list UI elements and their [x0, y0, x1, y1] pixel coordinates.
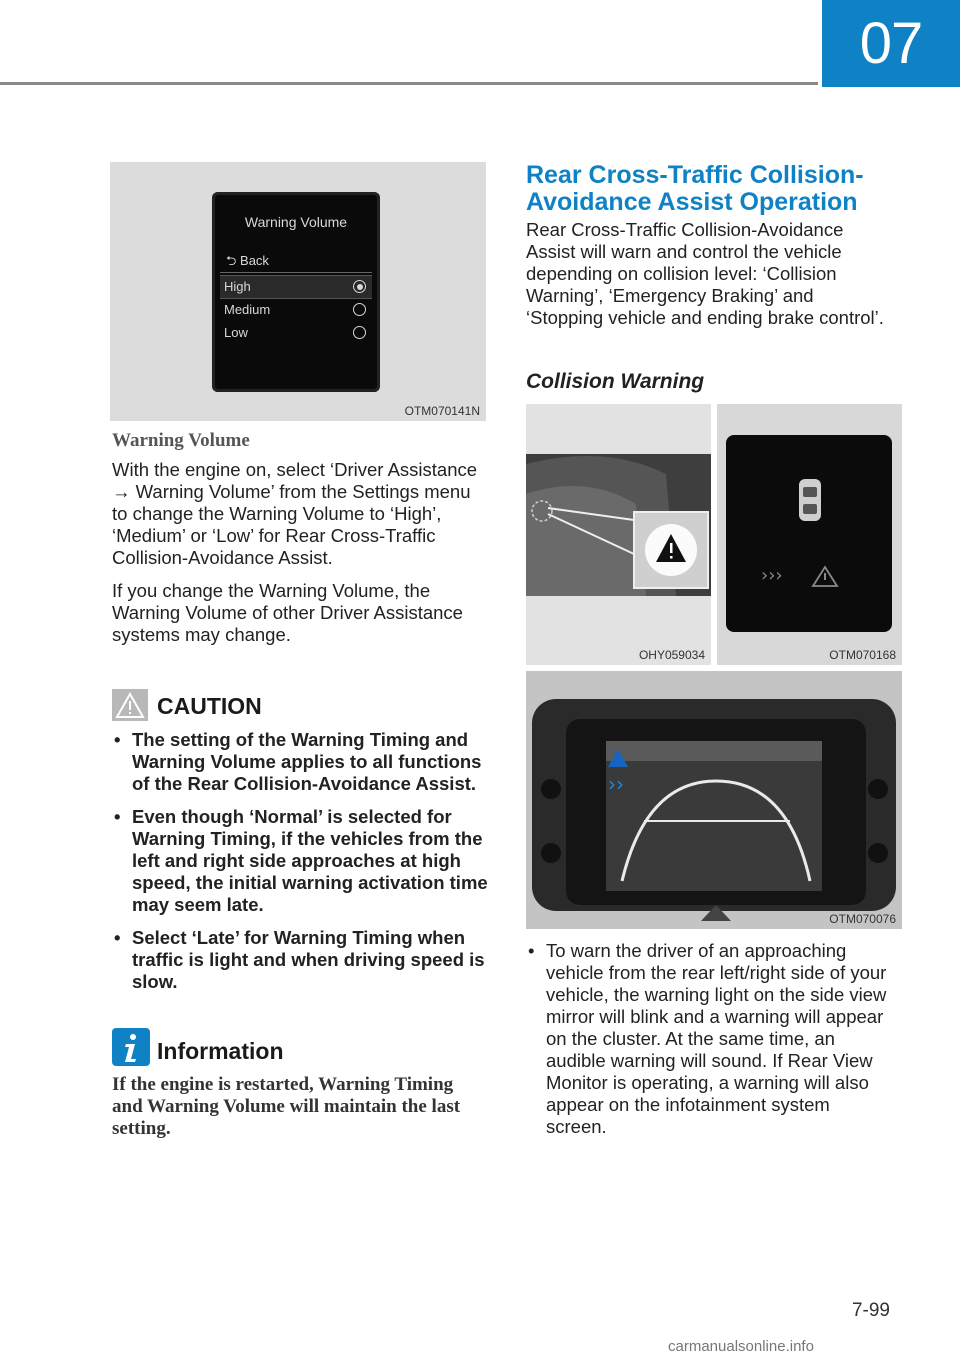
paragraph: If you change the Warning Volume, the Warning Volume of other Driver Assistance systems may change.: [112, 580, 463, 645]
caution-item: • The setting of the Warning Timing and Warning Volume applies to all functions of the Rear Collision-Avoidance Assist.: [112, 729, 490, 795]
information-icon: [112, 1028, 150, 1066]
figure-code: OTM070076: [829, 912, 896, 926]
cluster-title: Warning Volume: [244, 214, 348, 230]
radio-empty-icon: [353, 326, 366, 339]
warning-volume-text: [112, 459, 482, 657]
caution-triangle-icon: [112, 689, 148, 721]
figure-warning-volume: [110, 162, 486, 421]
figure-side-mirror: [526, 404, 711, 665]
information-text: If the engine is restarted, Warning Timing and Warning Volume will maintain the last setting.: [112, 1074, 461, 1139]
caution-list: [112, 729, 490, 1004]
header-rule: [0, 82, 818, 85]
svg-text:››: ››: [608, 772, 624, 796]
collision-warning-item: • To warn the driver of an approaching vehicle from the rear left/right side of your vehicle, the warning light on the side view mirror will blink and a warning will appear on the cluster. At the same time, an audible warning will sound. If Rear View Monitor is operating, a warning will also appear on the infotainment system screen.: [526, 940, 892, 1138]
cluster-option-low: Low: [220, 322, 372, 344]
section-heading-warning-volume: Warning Volume: [112, 430, 250, 451]
back-arrow-icon: ⮌: [226, 253, 241, 268]
caution-item: • Even though ‘Normal’ is selected for Warning Timing, if the vehicles from the left and right side approaches at high speed, the initial warning activation time may seem late.: [112, 806, 490, 916]
radio-empty-icon: [353, 303, 366, 316]
collision-warning-list: [526, 940, 892, 1138]
figure-code: OTM070168: [829, 648, 896, 662]
cluster-back: ⮌ Back: [226, 253, 269, 268]
subheading-collision-warning: Collision Warning: [526, 370, 705, 393]
svg-text:›››: ›››: [761, 565, 783, 586]
chapter-tab: 07: [822, 0, 960, 87]
caution-item: • Select ‘Late’ for Warning Timing when traffic is light and when driving speed is slow.: [112, 927, 490, 993]
figure-code: OTM070141N: [404, 404, 480, 418]
caution-title: CAUTION: [157, 693, 262, 719]
cluster-option-medium: Medium: [220, 299, 372, 321]
cluster-separator: [220, 272, 372, 273]
page-number: 7-99: [851, 1300, 890, 1321]
operation-intro: Rear Cross-Traffic Collision-Avoidance Assist will warn and control the vehicle depending on collision level: ‘Collision Warning’, ‘Emergency Braking’ and ‘Stopping vehicle and ending brake control’.: [526, 219, 884, 328]
radio-selected-icon: [353, 280, 366, 293]
figure-code: OHY059034: [638, 648, 705, 662]
section-title: Rear Cross-Traffic Collision- Avoidance Assist Operation: [526, 161, 864, 216]
watermark: carmanualsonline.info: [668, 1338, 814, 1355]
paragraph: With the engine on, select ‘Driver Assistance → Warning Volume’ from the Settings menu to change the Warning Volume to ‘High’, ‘Medium’ or ‘Low’ for Rear Cross-Traffic Collision-Avoidance Assist.: [112, 459, 478, 568]
cluster-option-high: High: [220, 275, 372, 299]
figure-cluster-warning: [717, 404, 902, 665]
figure-infotainment-screen: [526, 671, 902, 929]
information-title: Information: [157, 1038, 284, 1064]
cluster-display: [212, 192, 380, 392]
